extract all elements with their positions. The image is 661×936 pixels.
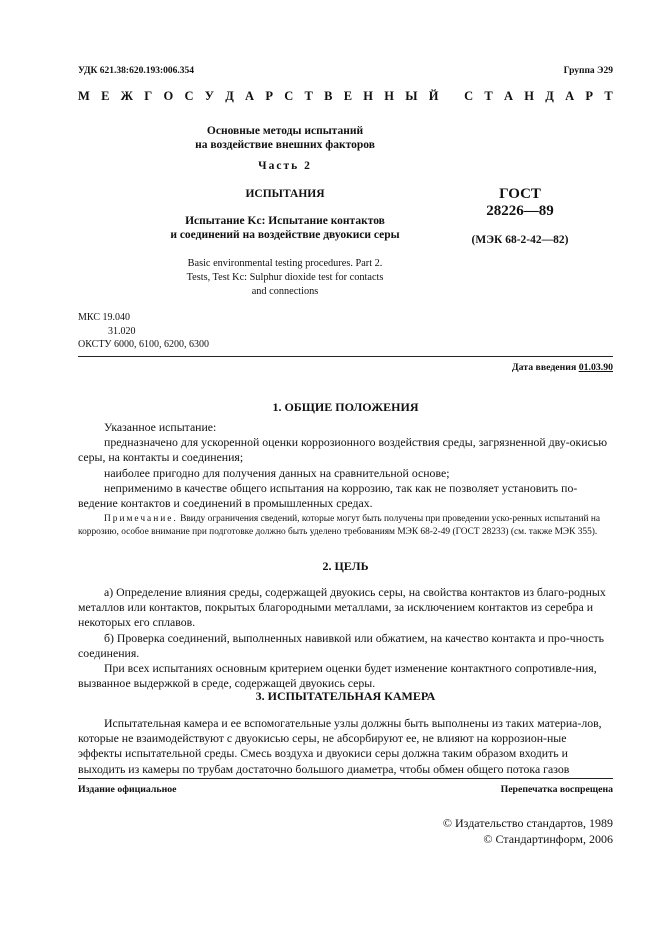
- section-1-para: предназначено для ускоренной оценки коррозионного воздействия среды, загрязненной дву-окисью серы, на контакты и соединения;: [78, 435, 608, 465]
- banner-letter: В: [324, 89, 333, 103]
- section-2-body: [78, 585, 613, 691]
- banner-letter: Н: [363, 89, 374, 103]
- gost-label: ГОСТ: [499, 186, 541, 202]
- banner-letter: Т: [304, 89, 313, 103]
- part-label: Часть 2: [258, 160, 312, 172]
- interstate-standard-banner: [78, 89, 613, 104]
- gost-number: 28226—89: [486, 203, 554, 219]
- english-title: [120, 257, 450, 299]
- section-1-body: [78, 420, 613, 511]
- iec-reference: (МЭК 68-2-42—82): [471, 234, 569, 246]
- section-2-heading: 2. ЦЕЛЬ: [322, 559, 369, 573]
- section-1-note: [78, 513, 613, 539]
- banner-letter: Н: [524, 89, 535, 103]
- subtitle-line-2: и соединений на воздействие двуокиси серы: [170, 229, 400, 241]
- title-line-2: на воздействие внешних факторов: [195, 139, 375, 151]
- section-3-para: Испытательная камера и ее вспомогательные узлы должны быть выполнены из таких материа-лов, которые не взаимодействуют с двуокисью серы, не абсорбируют ее, не влияют на коррозион-ные эффекты испытательной среды. Смесь воздуха и двуокиси серы должна таким образом входить и выходить из камеры по трубам достаточно большого диаметра, чтобы обмен общего потока газов: [78, 716, 602, 776]
- banner-letter: Д: [545, 89, 554, 103]
- english-title-line-2: Tests, Test Kc: Sulphur dioxide test for contacts: [186, 272, 384, 283]
- note-label: Примечание.: [104, 514, 178, 524]
- section-2-para-b: б) Проверка соединений, выполненных навивкой или обжатием, на качество контакта и про-чность соединения.: [78, 630, 604, 660]
- title-block: [140, 124, 430, 152]
- banner-letter: Й: [428, 89, 439, 103]
- banner-letter: Ж: [120, 89, 134, 103]
- divider-top: [78, 356, 613, 357]
- section-3-body: [78, 716, 613, 777]
- banner-gap: [450, 89, 453, 104]
- mks-code-1: МКС 19.040: [78, 312, 130, 323]
- group-code: Группа Э29: [563, 66, 613, 76]
- banner-letter: А: [245, 89, 255, 103]
- mks-code-2: 31.020: [108, 325, 136, 337]
- banner-letter: А: [504, 89, 514, 103]
- okstu-code: ОКСТУ 6000, 6100, 6200, 6300: [78, 339, 210, 350]
- banner-letter: С: [284, 89, 294, 103]
- official-edition: Издание официальное: [78, 784, 177, 795]
- classification-codes: [78, 311, 209, 352]
- note-text: Ввиду ограничения сведений, которые могут быть получены при проведении уско-ренных испытаний на коррозию, особое внимание при подготовке должно быть уделено требованиям МЭК 68-2-49 (ГОСТ 28233) (см. также МЭК 355).: [78, 514, 601, 537]
- section-3-heading: 3. ИСПЫТАТЕЛЬНАЯ КАМЕРА: [255, 689, 436, 703]
- intro-date-label: Дата введения: [511, 362, 577, 373]
- banner-letter: М: [78, 89, 90, 103]
- banner-letter: Е: [101, 89, 110, 103]
- banner-letter: Н: [384, 89, 394, 103]
- copyright-block: [443, 815, 613, 847]
- banner-letter: У: [204, 89, 214, 103]
- title-line-1: Основные методы испытаний: [206, 125, 364, 137]
- copyright-1: © Издательство стандартов, 1989: [442, 816, 613, 830]
- banner-letter: Р: [585, 89, 594, 103]
- reprint-prohibited: Перепечатка воспрещена: [500, 784, 613, 795]
- intro-date: [512, 362, 613, 373]
- banner-letter: Г: [144, 89, 153, 103]
- banner-letter: С: [184, 89, 194, 103]
- banner-letter: Т: [604, 89, 613, 103]
- tests-label: ИСПЫТАНИЯ: [245, 188, 325, 200]
- english-title-line-1: Basic environmental testing procedures. Part 2.: [187, 258, 383, 269]
- test-subtitle: [120, 214, 450, 242]
- banner-letter: О: [163, 89, 174, 103]
- udc-code: УДК 621.38:620.193:006.354: [78, 66, 195, 76]
- banner-letter: Т: [484, 89, 493, 103]
- section-1-heading: 1. ОБЩИЕ ПОЛОЖЕНИЯ: [272, 400, 419, 414]
- banner-letter: Ы: [405, 89, 418, 103]
- section-2-para-c: При всех испытаниях основным критерием оценки будет изменение контактного сопротивле-ния, вызванное выдержкой в среде, содержащей двуокись серы.: [78, 661, 597, 691]
- section-1-para: Указанное испытание:: [104, 420, 217, 434]
- banner-letter: Р: [265, 89, 273, 103]
- section-1-para: наиболее пригодно для получения данных на сравнительной основе;: [104, 465, 450, 480]
- banner-letter: А: [565, 89, 575, 103]
- subtitle-line-1: Испытание Kс: Испытание контактов: [185, 215, 385, 227]
- banner-letter: С: [464, 89, 474, 103]
- banner-letter: Е: [343, 89, 353, 103]
- section-2-para-a: а) Определение влияния среды, содержащей двуокись серы, на свойства контактов из благо-родных металлов или контактов, покрытых благородными металлами, за исключением контактов из серебра и некоторых его сплавов.: [78, 585, 606, 630]
- banner-letter: Д: [225, 89, 234, 103]
- english-title-line-3: and connections: [251, 286, 319, 297]
- gost-block: [470, 186, 570, 220]
- copyright-2: © Стандартинформ, 2006: [483, 832, 613, 846]
- section-1-para: неприменимо в качестве общего испытания на коррозию, так как не позволяет установить по-ведение контактов и соединений в промышленных средах.: [78, 480, 578, 511]
- divider-bottom: [78, 778, 613, 779]
- intro-date-value: 01.03.90: [578, 362, 613, 373]
